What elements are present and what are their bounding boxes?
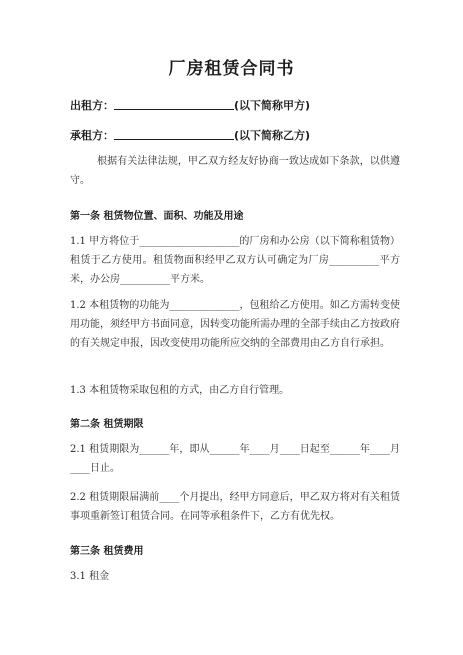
article2-clause-1: 2.1 租赁期限为______年，即从______年____月____日起至______年____月____日止。	[70, 444, 400, 474]
lessee-label: 承租方：	[70, 129, 114, 142]
article1-heading: 第一条 租赁物位置、面积、功能及用途	[70, 211, 244, 222]
lessee-blank	[114, 128, 234, 140]
article1-clause-2: 1.2 本租赁物的功能为______________，包租给乙方使用。如乙方需转变使用功能，须经甲方书面同意，因转变功能所需办理的全部手续由乙方按政府的有关规定申报，因改变使用功能所应交纳的全部费用由乙方自行承担。	[70, 300, 400, 349]
article3-heading: 第三条 租赁费用	[70, 546, 144, 557]
lessor-suffix: (以下简称甲方)	[234, 99, 311, 112]
lessee-suffix: (以下简称乙方)	[234, 129, 311, 142]
preamble-paragraph: 根据有关法律法规，甲乙双方经友好协商一致达成如下条款，以供遵守。	[70, 156, 400, 186]
lessor-line	[70, 97, 310, 113]
lessor-blank	[114, 98, 234, 110]
article2-clause-2: 2.2 租赁期限届满前____个月提出，经甲方同意后，甲乙双方将对有关租赁事项重新签订租赁合同。在同等承租条件下，乙方有优先权。	[70, 492, 400, 522]
lessee-line	[70, 127, 310, 143]
lessor-label: 出租方：	[70, 99, 114, 112]
article3-clause-1: 3.1 租金	[70, 571, 110, 582]
article1-clause-1: 1.1 甲方将位于____________________的厂房和办公房（以下简称租赁物）租赁于乙方使用。租赁物面积经甲乙双方认可确定为厂房__________平方米，办公房__________平方米。	[70, 236, 400, 285]
document-title: 厂房租赁合同书	[168, 59, 295, 79]
article1-clause-3: 1.3 本租赁物采取包租的方式，由乙方自行管理。	[70, 385, 290, 396]
article2-heading: 第二条 租赁期限	[70, 419, 144, 430]
